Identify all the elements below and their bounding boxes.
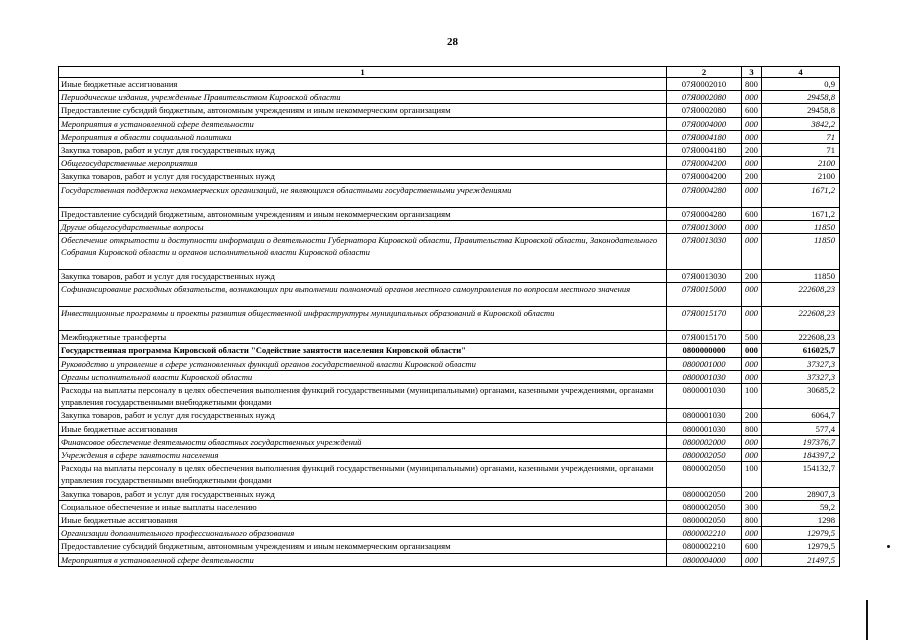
row-sum-cell: 29458,8 <box>762 104 840 117</box>
row-name-cell: Мероприятия в установленной сфере деятельности <box>59 553 667 566</box>
table-row <box>59 91 840 104</box>
row-name-cell: Межбюджетные трансферты <box>59 331 667 344</box>
row-name-cell: Расходы на выплаты персоналу в целях обеспечения выполнения функций государственными (муниципальными) органами, казенными учреждениями, органами управления государственными внебюджетными фондами <box>59 384 667 409</box>
table-row <box>59 270 840 283</box>
row-sum-cell: 30685,2 <box>762 384 840 409</box>
table-row <box>59 157 840 170</box>
row-sum-cell: 6064,7 <box>762 409 840 422</box>
row-kind-cell: 000 <box>742 370 762 383</box>
row-kind-cell: 100 <box>742 384 762 409</box>
table-row <box>59 144 840 157</box>
row-name-cell: Обеспечение открытости и доступности информации о деятельности Губернатора Кировской области, Правительства Кировской области, Законодательного Собрания Кировской области и органов исполнительной власти Кировской области <box>59 234 667 270</box>
table-row <box>59 170 840 183</box>
table-row <box>59 183 840 207</box>
row-kind-cell: 000 <box>742 527 762 540</box>
header-col-code: 2 <box>667 67 742 78</box>
table-row <box>59 422 840 435</box>
row-kind-cell: 600 <box>742 207 762 220</box>
row-name-cell: Иные бюджетные ассигнования <box>59 422 667 435</box>
table-header-row <box>59 67 840 78</box>
row-kind-cell: 000 <box>742 344 762 357</box>
row-name-cell: Организации дополнительного профессионального образования <box>59 527 667 540</box>
row-code-cell: 07Я0002080 <box>667 104 742 117</box>
table-row <box>59 130 840 143</box>
row-sum-cell: 11850 <box>762 220 840 233</box>
row-sum-cell: 222608,23 <box>762 307 840 331</box>
row-kind-cell: 000 <box>742 91 762 104</box>
row-sum-cell: 71 <box>762 144 840 157</box>
row-kind-cell: 100 <box>742 462 762 487</box>
table-row <box>59 117 840 130</box>
row-kind-cell: 600 <box>742 540 762 553</box>
row-sum-cell: 2100 <box>762 157 840 170</box>
row-kind-cell: 000 <box>742 220 762 233</box>
scan-dot <box>887 545 890 548</box>
row-name-cell: Предоставление субсидий бюджетным, автономным учреждениям и иным некоммерческим организациям <box>59 207 667 220</box>
row-kind-cell: 200 <box>742 270 762 283</box>
row-sum-cell: 11850 <box>762 234 840 270</box>
row-sum-cell: 2100 <box>762 170 840 183</box>
row-kind-cell: 800 <box>742 78 762 91</box>
row-sum-cell: 222608,23 <box>762 331 840 344</box>
table-row <box>59 487 840 500</box>
row-code-cell: 0800001030 <box>667 422 742 435</box>
table-row <box>59 234 840 270</box>
table-row <box>59 104 840 117</box>
row-kind-cell: 200 <box>742 170 762 183</box>
table-row <box>59 435 840 448</box>
row-kind-cell: 800 <box>742 514 762 527</box>
row-kind-cell: 500 <box>742 331 762 344</box>
row-sum-cell: 1671,2 <box>762 183 840 207</box>
table-row <box>59 514 840 527</box>
table-row <box>59 78 840 91</box>
table-row <box>59 540 840 553</box>
header-col-kind: 3 <box>742 67 762 78</box>
row-sum-cell: 197376,7 <box>762 435 840 448</box>
row-name-cell: Закупка товаров, работ и услуг для государственных нужд <box>59 487 667 500</box>
row-name-cell: Финансовое обеспечение деятельности областных государственных учреждений <box>59 435 667 448</box>
table-row <box>59 553 840 566</box>
row-code-cell: 0800002050 <box>667 500 742 513</box>
row-name-cell: Органы исполнительной власти Кировской области <box>59 370 667 383</box>
table-row <box>59 207 840 220</box>
row-code-cell: 0800002050 <box>667 514 742 527</box>
row-kind-cell: 000 <box>742 553 762 566</box>
row-name-cell: Руководство и управление в сфере установленных функций органов государственной власти Кировской области <box>59 357 667 370</box>
row-code-cell: 07Я0002080 <box>667 91 742 104</box>
row-code-cell: 07Я0004200 <box>667 157 742 170</box>
row-sum-cell: 616025,7 <box>762 344 840 357</box>
row-kind-cell: 000 <box>742 117 762 130</box>
table-row <box>59 449 840 462</box>
row-sum-cell: 577,4 <box>762 422 840 435</box>
row-code-cell: 07Я0013000 <box>667 220 742 233</box>
row-kind-cell: 200 <box>742 409 762 422</box>
row-code-cell: 0800001000 <box>667 357 742 370</box>
row-sum-cell: 1671,2 <box>762 207 840 220</box>
budget-table <box>58 66 840 567</box>
table-row <box>59 384 840 409</box>
row-sum-cell: 12979,5 <box>762 540 840 553</box>
row-kind-cell: 000 <box>742 307 762 331</box>
row-sum-cell: 71 <box>762 130 840 143</box>
row-sum-cell: 28907,3 <box>762 487 840 500</box>
row-name-cell: Периодические издания, учрежденные Правительством Кировской области <box>59 91 667 104</box>
table-row <box>59 331 840 344</box>
row-code-cell: 07Я0004180 <box>667 144 742 157</box>
scan-line <box>866 600 868 640</box>
row-code-cell: 07Я0015000 <box>667 283 742 307</box>
row-name-cell: Общегосударственные мероприятия <box>59 157 667 170</box>
row-code-cell: 07Я0015170 <box>667 331 742 344</box>
row-code-cell: 0800002210 <box>667 527 742 540</box>
table-row <box>59 500 840 513</box>
row-kind-cell: 000 <box>742 130 762 143</box>
row-kind-cell: 300 <box>742 500 762 513</box>
table-body <box>59 78 840 567</box>
row-name-cell: Закупка товаров, работ и услуг для государственных нужд <box>59 144 667 157</box>
table-row <box>59 527 840 540</box>
row-sum-cell: 12979,5 <box>762 527 840 540</box>
row-code-cell: 07Я0015170 <box>667 307 742 331</box>
row-name-cell: Закупка товаров, работ и услуг для государственных нужд <box>59 409 667 422</box>
row-code-cell: 0800002050 <box>667 487 742 500</box>
table-row <box>59 357 840 370</box>
row-name-cell: Предоставление субсидий бюджетным, автономным учреждениям и иным некоммерческим организациям <box>59 540 667 553</box>
row-name-cell: Мероприятия в области социальной политики <box>59 130 667 143</box>
row-sum-cell: 21497,5 <box>762 553 840 566</box>
row-name-cell: Государственная поддержка некоммерческих организаций, не являющихся областными государственными учреждениями <box>59 183 667 207</box>
header-col-sum: 4 <box>762 67 840 78</box>
header-col-name: 1 <box>59 67 667 78</box>
row-name-cell: Расходы на выплаты персоналу в целях обеспечения выполнения функций государственными (муниципальными) органами, казенными учреждениями, органами управления государственными внебюджетными фондами <box>59 462 667 487</box>
row-sum-cell: 0,9 <box>762 78 840 91</box>
row-kind-cell: 000 <box>742 157 762 170</box>
row-kind-cell: 000 <box>742 449 762 462</box>
row-code-cell: 07Я0004280 <box>667 183 742 207</box>
row-kind-cell: 200 <box>742 487 762 500</box>
row-kind-cell: 600 <box>742 104 762 117</box>
row-code-cell: 0800001030 <box>667 384 742 409</box>
table-row <box>59 307 840 331</box>
row-name-cell: Инвестиционные программы и проекты развития общественной инфраструктуры муниципальных образований в Кировской области <box>59 307 667 331</box>
row-code-cell: 0800002000 <box>667 435 742 448</box>
table-row <box>59 283 840 307</box>
row-name-cell: Иные бюджетные ассигнования <box>59 78 667 91</box>
row-code-cell: 07Я0013030 <box>667 234 742 270</box>
row-code-cell: 0800004000 <box>667 553 742 566</box>
row-name-cell: Мероприятия в установленной сфере деятельности <box>59 117 667 130</box>
row-code-cell: 07Я0002010 <box>667 78 742 91</box>
row-kind-cell: 200 <box>742 144 762 157</box>
page-number: 28 <box>447 36 458 48</box>
row-name-cell: Софинансирование расходных обязательств, возникающих при выполнении полномочий органов местного самоуправления по вопросам местного значения <box>59 283 667 307</box>
row-sum-cell: 59,2 <box>762 500 840 513</box>
row-sum-cell: 3842,2 <box>762 117 840 130</box>
row-sum-cell: 37327,3 <box>762 370 840 383</box>
table-row <box>59 220 840 233</box>
table-row <box>59 409 840 422</box>
row-sum-cell: 222608,23 <box>762 283 840 307</box>
row-code-cell: 07Я0004280 <box>667 207 742 220</box>
row-sum-cell: 1298 <box>762 514 840 527</box>
row-kind-cell: 000 <box>742 357 762 370</box>
row-kind-cell: 000 <box>742 183 762 207</box>
row-sum-cell: 11850 <box>762 270 840 283</box>
row-code-cell: 0800002050 <box>667 449 742 462</box>
row-sum-cell: 37327,3 <box>762 357 840 370</box>
row-name-cell: Государственная программа Кировской области "Содействие занятости населения Кировской области" <box>59 344 667 357</box>
row-kind-cell: 000 <box>742 283 762 307</box>
row-code-cell: 07Я0004200 <box>667 170 742 183</box>
row-code-cell: 07Я0004000 <box>667 117 742 130</box>
row-name-cell: Социальное обеспечение и иные выплаты населению <box>59 500 667 513</box>
row-name-cell: Другие общегосударственные вопросы <box>59 220 667 233</box>
table-row <box>59 344 840 357</box>
row-name-cell: Закупка товаров, работ и услуг для государственных нужд <box>59 270 667 283</box>
row-kind-cell: 800 <box>742 422 762 435</box>
row-sum-cell: 29458,8 <box>762 91 840 104</box>
table-row <box>59 370 840 383</box>
row-name-cell: Предоставление субсидий бюджетным, автономным учреждениям и иным некоммерческим организациям <box>59 104 667 117</box>
row-sum-cell: 154132,7 <box>762 462 840 487</box>
row-code-cell: 07Я0004180 <box>667 130 742 143</box>
row-sum-cell: 184397,2 <box>762 449 840 462</box>
row-code-cell: 0800001030 <box>667 370 742 383</box>
row-kind-cell: 000 <box>742 234 762 270</box>
row-code-cell: 07Я0013030 <box>667 270 742 283</box>
row-name-cell: Закупка товаров, работ и услуг для государственных нужд <box>59 170 667 183</box>
row-name-cell: Иные бюджетные ассигнования <box>59 514 667 527</box>
row-kind-cell: 000 <box>742 435 762 448</box>
row-code-cell: 0800002210 <box>667 540 742 553</box>
table-row <box>59 462 840 487</box>
row-code-cell: 0800002050 <box>667 462 742 487</box>
row-name-cell: Учреждения в сфере занятости населения <box>59 449 667 462</box>
row-code-cell: 0800000000 <box>667 344 742 357</box>
row-code-cell: 0800001030 <box>667 409 742 422</box>
